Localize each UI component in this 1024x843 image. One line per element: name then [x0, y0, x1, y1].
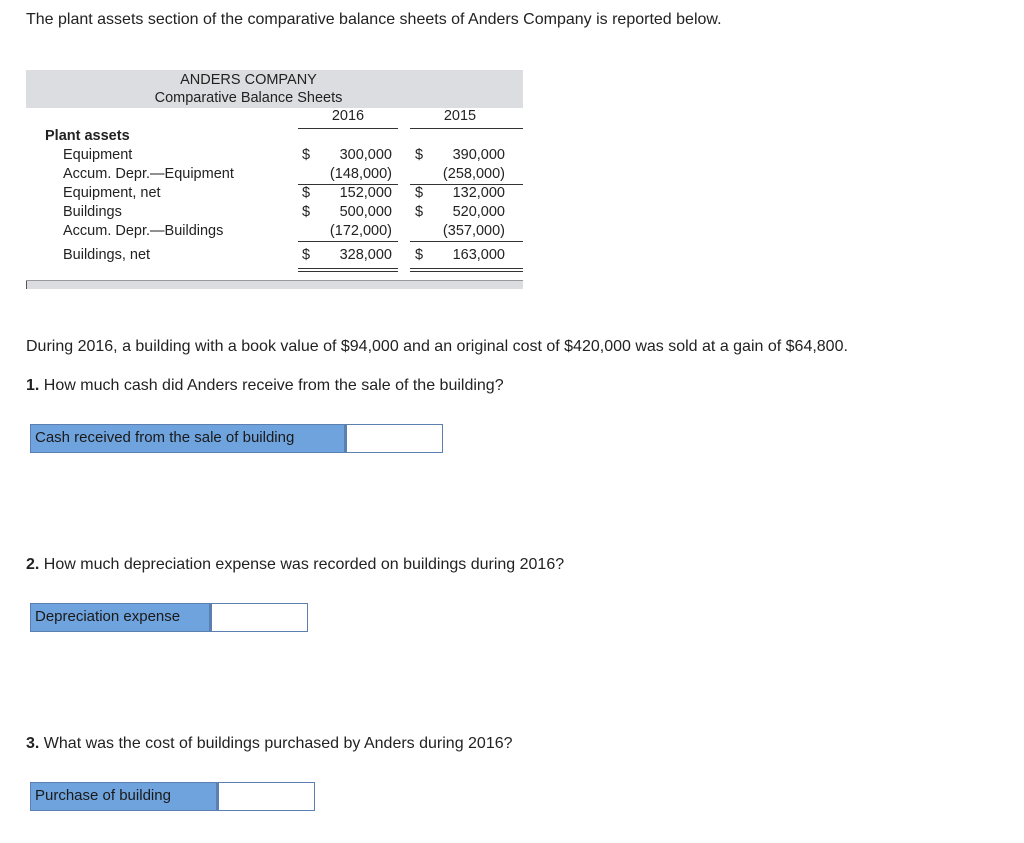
value-cell: $ 520,000 — [415, 204, 505, 220]
row-label: Accum. Depr.—Equipment — [63, 166, 234, 182]
total-rule — [410, 271, 523, 272]
year-rule — [410, 128, 523, 129]
purchase-of-building-input[interactable] — [217, 783, 314, 810]
year-2016-header: 2016 — [331, 108, 365, 124]
answer-label: Cash received from the sale of building — [31, 425, 345, 452]
sheet-footer-band — [26, 280, 523, 289]
question-3: 3. What was the cost of buildings purchased by Anders during 2016? — [26, 735, 513, 752]
row-label: Equipment, net — [63, 185, 161, 201]
subtotal-rule — [410, 184, 523, 185]
value-cell: $ 132,000 — [415, 185, 505, 201]
subtotal-rule — [410, 241, 523, 242]
intro-text: The plant assets section of the comparative balance sheets of Anders Company is reported below. — [26, 11, 722, 28]
value-cell: $ 300,000 — [302, 147, 392, 163]
value-cell: (357,000) — [442, 223, 505, 239]
question-1: 1. How much cash did Anders receive from the sale of the building? — [26, 377, 504, 394]
balance-sheet-table — [26, 70, 523, 288]
year-rule — [298, 128, 398, 129]
subtotal-rule — [298, 241, 398, 242]
answer-row-purchase-of-building — [30, 782, 315, 811]
depreciation-expense-input[interactable] — [210, 604, 307, 631]
value-cell: $ 152,000 — [302, 185, 392, 201]
subtotal-rule — [298, 184, 398, 185]
answer-label: Purchase of building — [31, 783, 217, 810]
company-name: ANDERS COMPANY — [180, 72, 317, 88]
answer-label: Depreciation expense — [31, 604, 210, 631]
value-cell: $ 328,000 — [302, 247, 392, 263]
row-label: Accum. Depr.—Buildings — [63, 223, 224, 239]
value-cell: (172,000) — [329, 223, 392, 239]
answer-row-cash-received — [30, 424, 443, 453]
row-label: Buildings, net — [63, 247, 151, 263]
total-rule — [298, 271, 398, 272]
row-label: Buildings — [63, 204, 122, 220]
year-2015-header: 2015 — [443, 108, 477, 124]
row-label: Equipment — [63, 147, 133, 163]
value-cell: $ 500,000 — [302, 204, 392, 220]
problem-statement: During 2016, a building with a book value of $94,000 and an original cost of $420,000 was sold at a gain of $64,800. — [26, 338, 848, 355]
answer-row-depreciation-expense — [30, 603, 308, 632]
value-cell: $ 390,000 — [415, 147, 505, 163]
section-heading: Plant assets — [45, 128, 130, 144]
total-rule — [410, 268, 523, 269]
question-2: 2. How much depreciation expense was recorded on buildings during 2016? — [26, 556, 565, 573]
value-cell: (148,000) — [329, 166, 392, 182]
sheet-subtitle: Comparative Balance Sheets — [154, 90, 343, 106]
cash-received-input[interactable] — [345, 425, 442, 452]
value-cell: (258,000) — [442, 166, 505, 182]
total-rule — [298, 268, 398, 269]
value-cell: $ 163,000 — [415, 247, 505, 263]
